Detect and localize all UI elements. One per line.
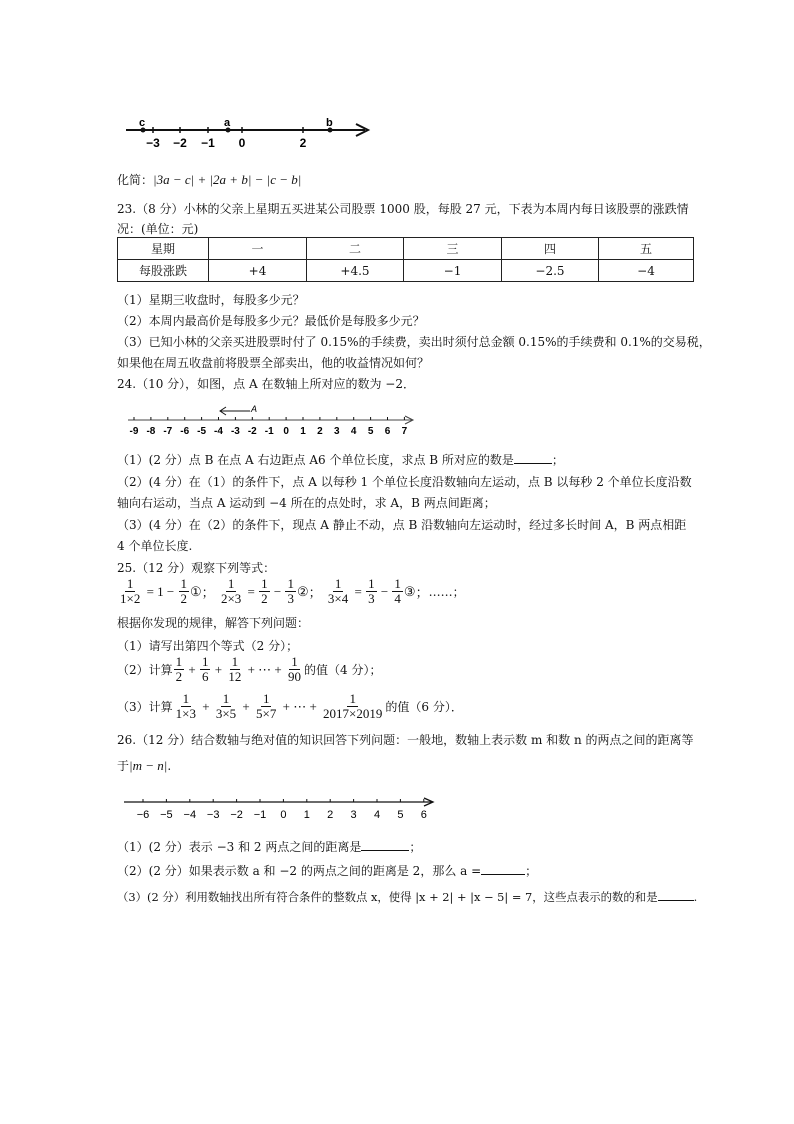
q25-rule-text: 根据你发现的规律，解答下列问题：	[117, 616, 310, 630]
ellipsis: ……；	[428, 585, 465, 599]
point-a-label: a	[224, 117, 231, 129]
fraction: $\frac{1}{3}$	[368, 576, 375, 606]
q25-sub2-suffix: 的值（4 分）；	[304, 663, 382, 677]
fraction: $\frac{1}{3}$	[287, 576, 294, 606]
table-header-cell: 三	[404, 238, 502, 260]
answer-blank[interactable]	[481, 874, 525, 875]
tick-label: 1	[303, 809, 310, 821]
fraction: $\frac{1}{4}$	[394, 576, 401, 606]
tick-label: 5	[367, 426, 374, 437]
tick-label: −4	[183, 809, 197, 821]
answer-blank[interactable]	[361, 850, 409, 851]
tick-label: -2	[247, 426, 257, 437]
point-c-label: c	[139, 117, 146, 129]
fraction: $\frac{1}{6}$	[201, 654, 209, 684]
table-cell: −2.5	[502, 260, 599, 282]
fraction: $\frac{1}{3\times 4}$	[327, 576, 349, 606]
tick-label: −6	[136, 809, 150, 821]
point-b-label: b	[326, 117, 333, 129]
tick-label: -7	[163, 426, 173, 437]
table-header-cell: 四	[502, 238, 599, 260]
tick-label: 4	[350, 426, 357, 437]
q24-sub1-line	[117, 451, 564, 468]
q23-sub2: （2）本周内最高价是每股多少元？最低价是每股多少元？	[117, 314, 425, 328]
q23-stem-line1: 23.（8 分）小林的父亲上星期五买进某公司股票 1000 股，每股 27 元，下表为本周内每日该股票的涨跌情	[117, 202, 689, 216]
fraction: $\frac{1}{2}$	[261, 576, 268, 606]
table-header-cell: 星期	[118, 238, 209, 260]
tick-label: 6	[420, 809, 427, 821]
q23-sub3-line2: 如果他在周五收盘前将股票全部卖出，他的收益情况如何？	[117, 356, 430, 370]
q26-stem-line1: 26.（12 分）结合数轴与绝对值的知识回答下列问题：一般地，数轴上表示数 m 和数 n 的两点之间的距离等	[117, 733, 694, 747]
number-line-top	[120, 112, 380, 152]
tick-label: 3	[334, 426, 340, 437]
q24-sub1: （1）(2 分）点 B 在点 A 右边距点 A6 个单位长度，求点 B 所对应的数是	[117, 453, 514, 467]
tick-label: −5	[160, 809, 173, 821]
table-header-cell: 二	[307, 238, 404, 260]
fraction: $\frac{1}{3\times 5}$	[215, 691, 237, 721]
equation-mark: ②	[296, 583, 309, 599]
q25-sub3-suffix: 的值（6 分）．	[385, 700, 463, 714]
fraction: $\frac{1}{90}$	[288, 654, 301, 684]
q25-sub3-prefix: （3）计算	[117, 700, 173, 714]
tick-label: −1	[201, 136, 215, 150]
tick-label: 0	[280, 809, 287, 821]
number-line-q24	[120, 398, 420, 438]
q26-sub3-end: .	[693, 890, 698, 904]
q26-sub3: （3）(2 分）利用数轴找出所有符合条件的整数点 x，使得 |x + 2| + |x − 5| = 7，这些点表示的数的和是	[117, 890, 658, 904]
q26-stem-prefix: 于	[117, 759, 130, 773]
q23-stem-line2: 况：(单位：元)	[117, 222, 199, 236]
number-line-q26	[120, 792, 440, 824]
tick-label: -8	[146, 426, 156, 437]
tick-label: -1	[264, 426, 274, 437]
q25-sub1: （1）请写出第四个等式（2 分）；	[117, 639, 299, 653]
tick-label: 1	[300, 426, 306, 437]
q25-equations: $\frac{1}{1\times 2}$ = 1 − $\frac{1}{2}$ ① ； $\frac{1}{2\times 3}$ = $\frac{1}{2}$ − $\frac{1}{3}$ ② ； $\frac{1}{3\times 4}$ = $\frac{1}{3}$ − $\frac{1}{4}$ ③ ； ……；	[120, 576, 465, 606]
fraction: $\frac{1}{2}$	[180, 576, 188, 606]
fraction: $\frac{1}{2}$	[175, 654, 183, 684]
tick-label: −3	[206, 809, 220, 821]
table-cell: +4.5	[307, 260, 404, 282]
tick-label: 4	[373, 809, 381, 821]
q26-sub1: （1）(2 分）表示 −3 和 2 两点之间的距离是	[117, 840, 362, 854]
fraction: $\frac{1}{2\times 3}$	[220, 576, 242, 606]
q24-sub3-line1: （3）(4 分）在（2）的条件下，现点 A 静止不动，点 B 沿数轴向左运动时，经过多长时间 A，B 两点相距	[117, 518, 687, 532]
fraction: $\frac{1}{1\times 2}$	[120, 576, 141, 606]
table-header-cell: 五	[599, 238, 694, 260]
q24-sub1-end: ；	[551, 453, 564, 467]
table-header-cell: 一	[209, 238, 307, 260]
q23-sub3-line1: （3）已知小林的父亲买进股票时付了 0.15%的手续费，卖出时须付总金额 0.15%的手续费和 0.1%的交易税，	[117, 335, 711, 349]
table-header-row	[118, 238, 694, 260]
table-cell: −1	[404, 260, 502, 282]
q26-sub2: （2）(2 分）如果表示数 a 和 −2 的两点之间的距离是 2，那么 a =	[117, 864, 482, 878]
q26-stem-suffix: .	[167, 759, 172, 773]
tick-label: 0	[283, 426, 289, 437]
table-cell: 每股涨跌	[118, 260, 209, 282]
tick-label: 5	[397, 809, 404, 821]
table-cell: +4	[209, 260, 307, 282]
q24-sub3-line2: 4 个单位长度.	[117, 539, 193, 553]
q26-sub1-end: ；	[409, 840, 422, 854]
q24-sub2-line1: （2）(4 分）在（1）的条件下，点 A 以每秒 1 个单位长度沿数轴向左运动，点 B 以每秒 2 个单位长度沿数	[117, 475, 692, 489]
fraction: $\frac{1}{1\times 3}$	[175, 691, 196, 721]
tick-label: 2	[317, 426, 323, 437]
tick-label: -4	[214, 426, 223, 437]
tick-label: -6	[180, 426, 190, 437]
q25-sub2: （2）计算 $\frac{1}{2}$ + $\frac{1}{6}$ + $\frac{1}{12}$ + ⋯ + $\frac{1}{90}$ 的值（4 分）；	[117, 654, 382, 684]
table-cell: −4	[599, 260, 694, 282]
q26-sub3-line	[117, 889, 697, 905]
equation-mark: ③	[403, 583, 416, 599]
q25-stem: 25.（12 分）观察下列等式：	[117, 561, 276, 575]
tick-label: −3	[146, 136, 160, 150]
tick-label: 6	[384, 426, 391, 437]
tick-label: 2	[299, 136, 307, 150]
q24-stem: 24.（10 分），如图，点 A 在数轴上所对应的数为 −2．	[117, 377, 415, 391]
tick-label: -3	[230, 426, 240, 437]
tick-label: 0	[238, 136, 246, 150]
simplify-expression: |3a − c| + |2a + b| − |c − b|	[153, 172, 302, 187]
fraction: $\frac{1}{5\times 7}$	[256, 691, 277, 721]
tick-label: −2	[230, 809, 243, 821]
fraction: $\frac{1}{12}$	[228, 654, 242, 684]
tick-label: -9	[129, 426, 139, 437]
q26-stem-line2	[117, 757, 171, 774]
simplify-label: 化简：	[117, 173, 154, 187]
q25-sub2-prefix: （2）计算	[117, 663, 173, 677]
tick-label: -5	[197, 426, 207, 437]
q26-sub2-end: ；	[525, 864, 538, 878]
point-a-label: A	[251, 404, 258, 414]
q23-sub1: （1）星期三收盘时，每股多少元？	[117, 293, 305, 307]
table-row	[118, 260, 694, 282]
q25-sub3: （3）计算 $\frac{1}{1\times 3}$ + $\frac{1}{3\times 5}$ + $\frac{1}{5\times 7}$ + ⋯ + $\frac{1}{2017\times 2019}$ 的值（6 分）．	[117, 691, 463, 721]
answer-blank[interactable]	[658, 900, 694, 901]
simplify-line	[117, 171, 301, 188]
tick-label: 7	[401, 426, 408, 437]
stock-change-table	[117, 237, 694, 282]
q24-sub2-line2: 轴向右运动，当点 A 运动到 −4 所在的点处时，求 A，B 两点间距离；	[117, 496, 496, 510]
q26-sub2-line	[117, 862, 537, 879]
equation-mark: ①	[190, 583, 202, 599]
q26-sub1-line	[117, 838, 421, 855]
fraction: $\frac{1}{2017\times 2019}$	[323, 691, 383, 721]
answer-blank[interactable]	[514, 463, 552, 464]
tick-label: 2	[327, 809, 334, 821]
tick-label: 3	[350, 809, 357, 821]
tick-label: −2	[173, 136, 187, 150]
q26-stem-expression: |m − n|	[129, 758, 168, 773]
tick-label: −1	[253, 809, 267, 821]
